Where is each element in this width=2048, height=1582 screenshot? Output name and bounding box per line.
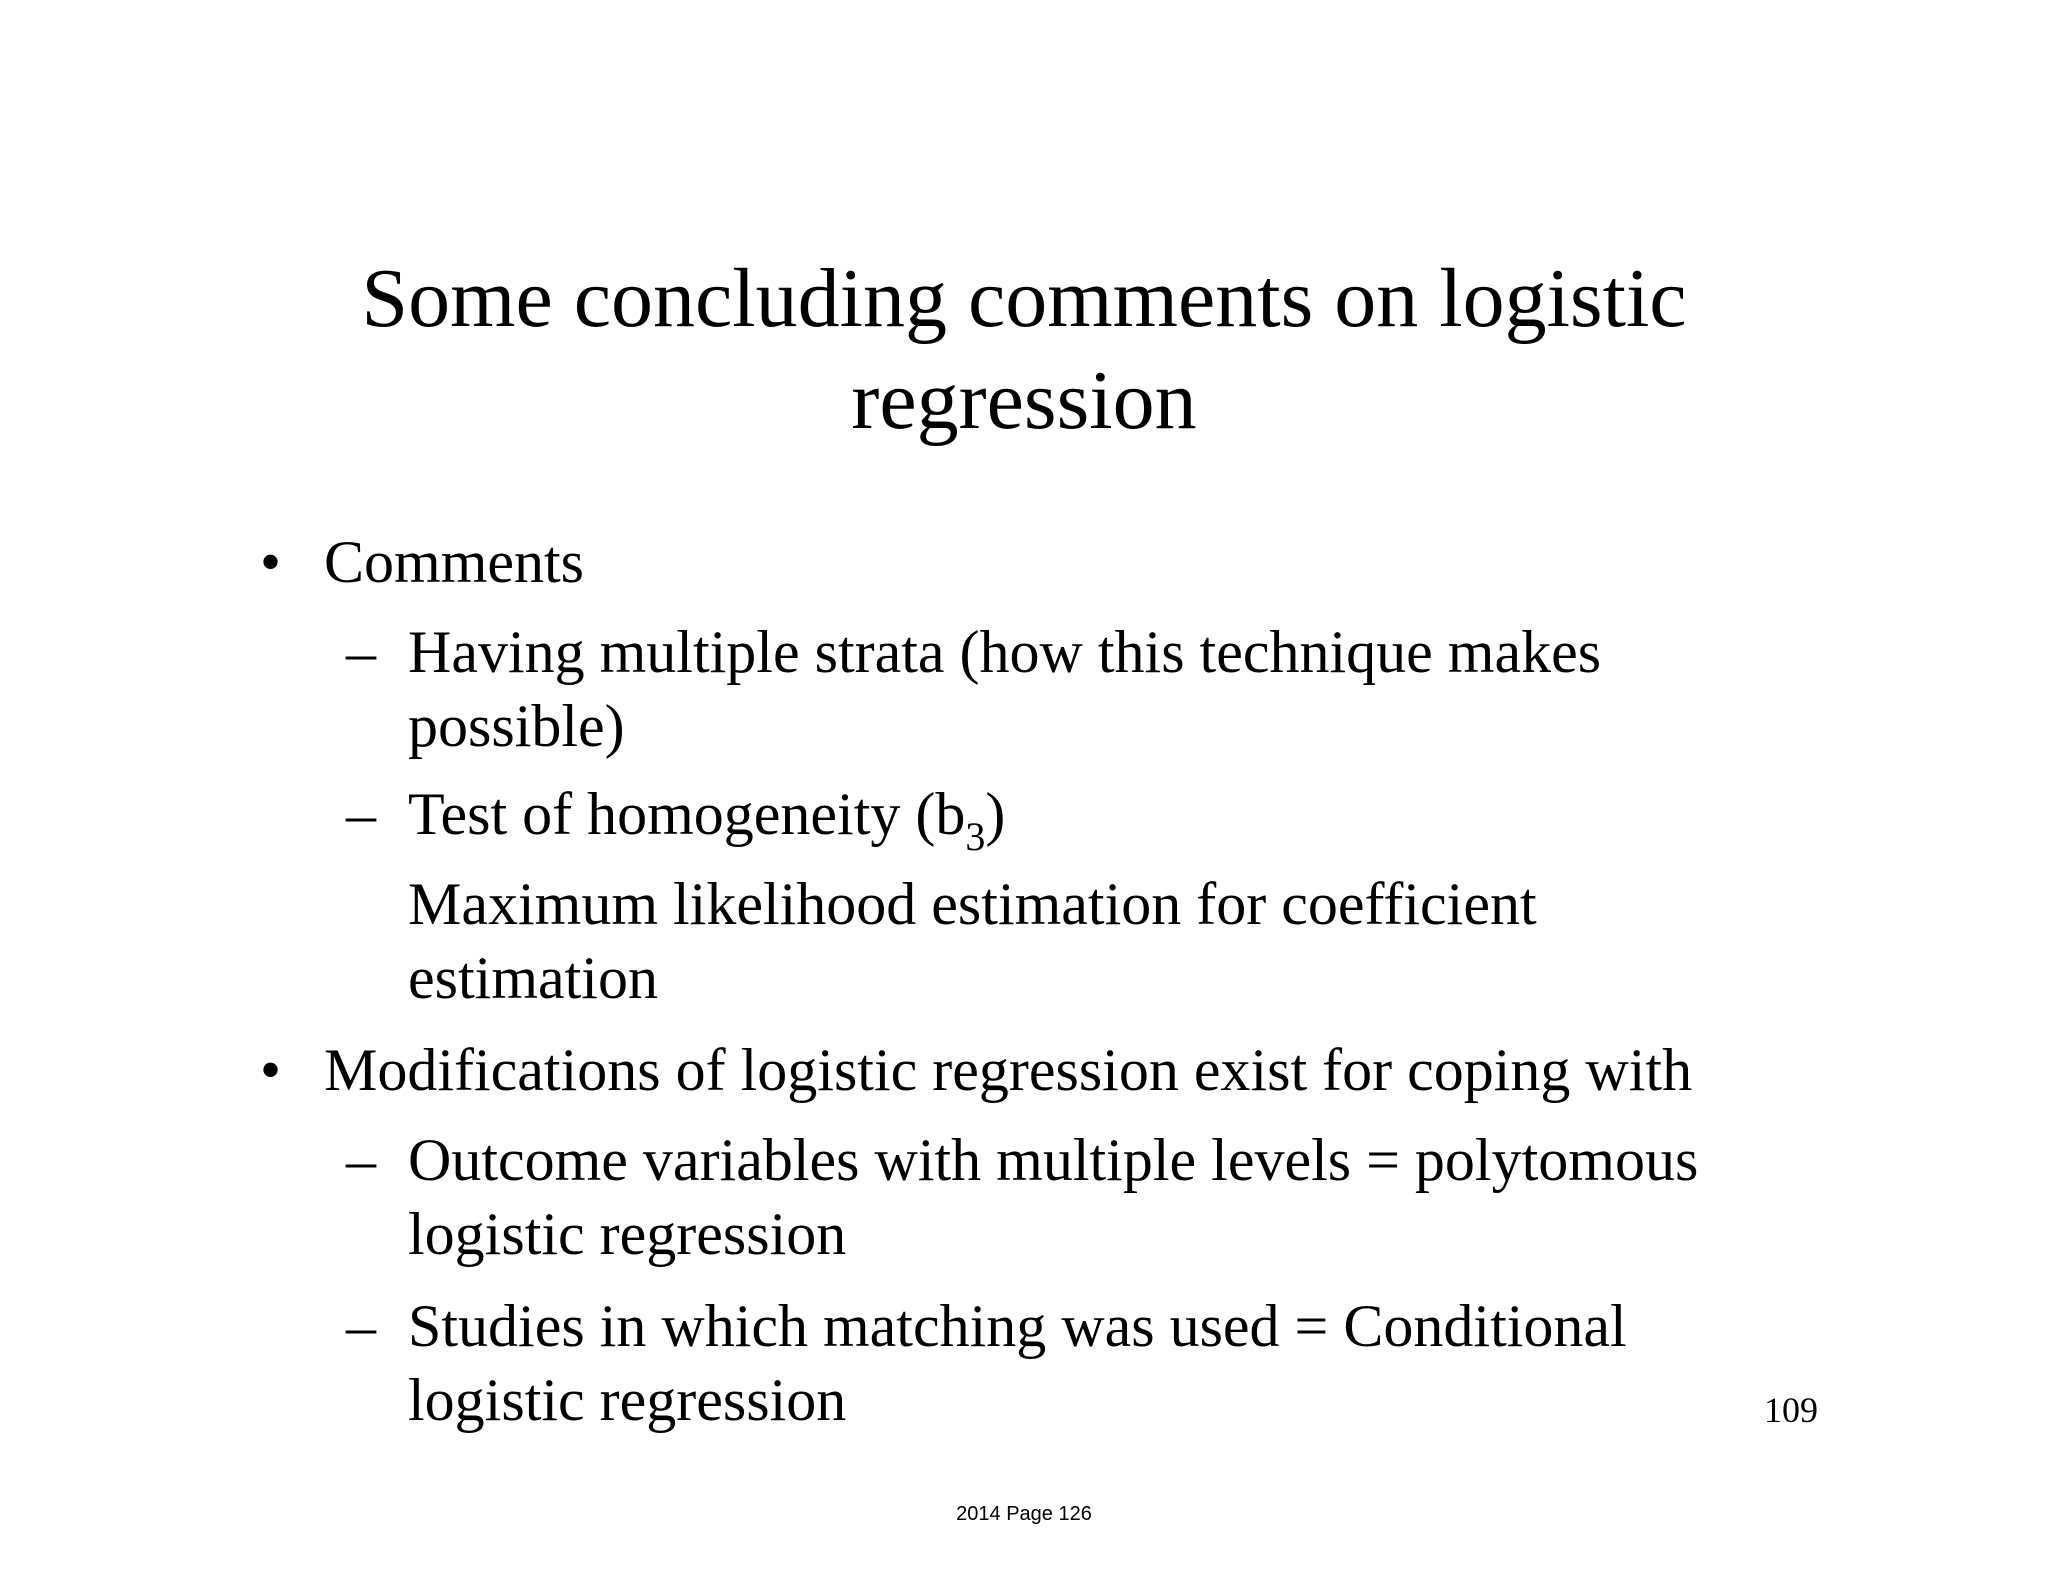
bullet-marker: • xyxy=(260,1037,282,1103)
subitem-max-likelihood-line-2: estimation xyxy=(408,945,658,1011)
subscript-3: 3 xyxy=(965,814,986,859)
subitem-multiple-strata-line-2: possible) xyxy=(408,693,625,759)
dash-marker: – xyxy=(346,619,376,685)
slide-title-line-2: regression xyxy=(851,354,1197,447)
subitem-multiple-strata-line-1: Having multiple strata (how this technique makes xyxy=(408,619,1602,685)
dash-marker: – xyxy=(346,1127,376,1193)
dash-marker: – xyxy=(346,781,376,847)
bullet-marker: • xyxy=(260,529,282,595)
subitem-test-homogeneity xyxy=(408,778,1005,857)
subitem-polytomous-line-2: logistic regression xyxy=(408,1201,847,1267)
subitem-conditional-line-1: Studies in which matching was used = Conditional xyxy=(408,1293,1627,1359)
slide-title xyxy=(0,248,2048,452)
slide-number: 109 xyxy=(1764,1390,1818,1430)
bullet-modifications: Modifications of logistic regression exist for coping with xyxy=(324,1037,1693,1103)
subitem-polytomous-line-1: Outcome variables with multiple levels = polytomous xyxy=(408,1127,1699,1193)
page-footer: 2014 Page 126 xyxy=(956,1503,1092,1525)
subitem-test-homogeneity-close: ) xyxy=(985,781,1006,847)
subitem-max-likelihood-line-1: Maximum likelihood estimation for coefficient xyxy=(408,871,1537,937)
slide-title-line-1: Some concluding comments on logistic xyxy=(361,252,1687,345)
dash-marker: – xyxy=(346,1293,376,1359)
bullet-comments: Comments xyxy=(324,529,585,595)
subitem-test-homogeneity-text: Test of homogeneity (b xyxy=(408,781,966,847)
subitem-conditional-line-2: logistic regression xyxy=(408,1367,847,1433)
